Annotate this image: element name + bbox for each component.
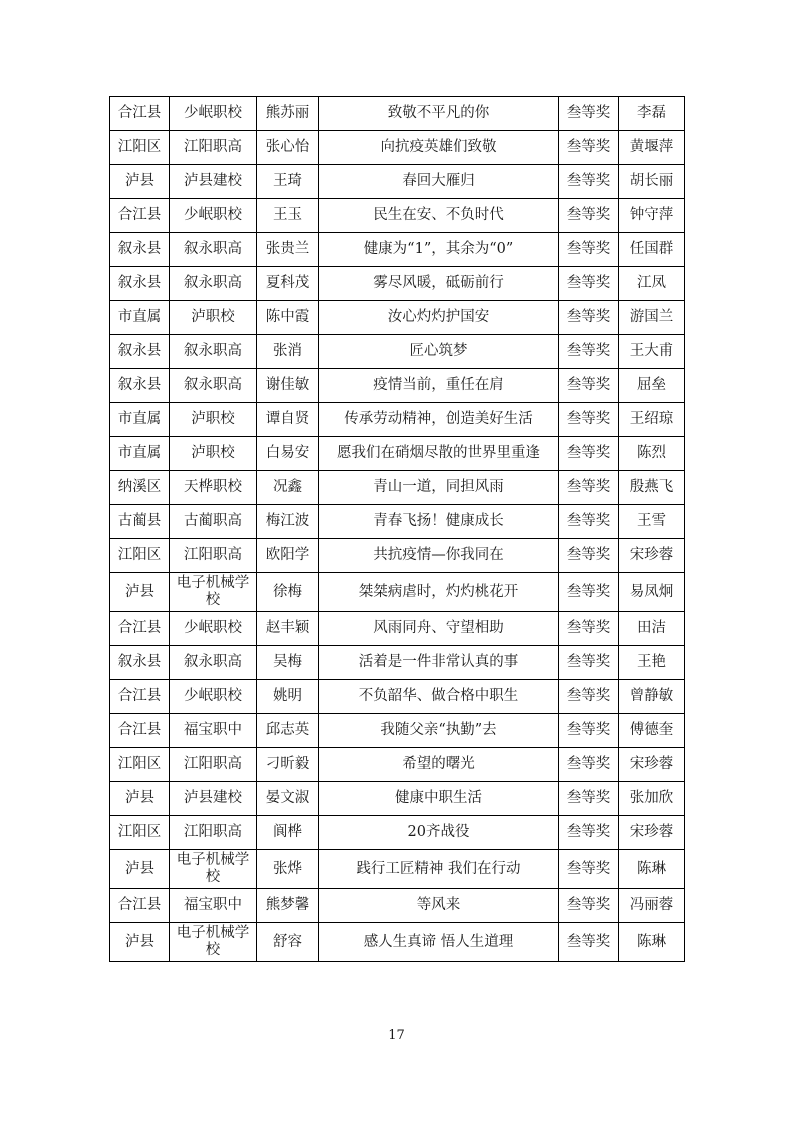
title-cell: 健康中职生活: [319, 782, 559, 816]
award-cell: 叁等奖: [559, 850, 619, 889]
school-cell: 古蔺职高: [170, 505, 257, 539]
student-cell: 王玉: [257, 199, 319, 233]
district-cell: 泸县: [110, 782, 170, 816]
teacher-cell: 曾静敏: [619, 680, 685, 714]
district-cell: 合江县: [110, 612, 170, 646]
teacher-cell: 李磊: [619, 97, 685, 131]
district-cell: 江阳区: [110, 816, 170, 850]
student-cell: 张心怡: [257, 131, 319, 165]
school-cell: 泸县建校: [170, 782, 257, 816]
school-cell: 叙永职高: [170, 369, 257, 403]
table-row: [110, 646, 685, 680]
student-cell: 白易安: [257, 437, 319, 471]
award-cell: 叁等奖: [559, 505, 619, 539]
school-cell: 电子机械学校: [170, 573, 257, 612]
student-cell: 欧阳学: [257, 539, 319, 573]
title-cell: 健康为“1”，其余为“0”: [319, 233, 559, 267]
school-cell: 少岷职校: [170, 199, 257, 233]
table-row: [110, 539, 685, 573]
title-cell: 践行工匠精神 我们在行动: [319, 850, 559, 889]
teacher-cell: 游国兰: [619, 301, 685, 335]
award-cell: 叁等奖: [559, 573, 619, 612]
title-cell: 不负韶华、做合格中职生: [319, 680, 559, 714]
teacher-cell: 陈琳: [619, 923, 685, 962]
school-cell: 泸职校: [170, 437, 257, 471]
award-cell: 叁等奖: [559, 714, 619, 748]
school-cell: 少岷职校: [170, 97, 257, 131]
teacher-cell: 冯丽蓉: [619, 889, 685, 923]
award-cell: 叁等奖: [559, 889, 619, 923]
district-cell: 市直属: [110, 301, 170, 335]
district-cell: 叙永县: [110, 335, 170, 369]
student-cell: 熊苏丽: [257, 97, 319, 131]
award-cell: 叁等奖: [559, 199, 619, 233]
student-cell: 张烨: [257, 850, 319, 889]
table-row: [110, 301, 685, 335]
district-cell: 纳溪区: [110, 471, 170, 505]
district-cell: 合江县: [110, 889, 170, 923]
school-cell: 叙永职高: [170, 233, 257, 267]
award-cell: 叁等奖: [559, 131, 619, 165]
title-cell: 我随父亲“执勤”去: [319, 714, 559, 748]
table-row: [110, 369, 685, 403]
title-cell: 感人生真谛 悟人生道理: [319, 923, 559, 962]
table-row: [110, 199, 685, 233]
title-cell: 风雨同舟、守望相助: [319, 612, 559, 646]
title-cell: 汝心灼灼护国安: [319, 301, 559, 335]
district-cell: 叙永县: [110, 646, 170, 680]
teacher-cell: 宋珍蓉: [619, 816, 685, 850]
school-cell: 福宝职中: [170, 889, 257, 923]
teacher-cell: 屈垒: [619, 369, 685, 403]
award-cell: 叁等奖: [559, 301, 619, 335]
teacher-cell: 胡长丽: [619, 165, 685, 199]
district-cell: 合江县: [110, 714, 170, 748]
district-cell: 江阳区: [110, 539, 170, 573]
teacher-cell: 钟守萍: [619, 199, 685, 233]
teacher-cell: 殷燕飞: [619, 471, 685, 505]
table-row: [110, 748, 685, 782]
student-cell: 舒容: [257, 923, 319, 962]
school-cell: 江阳职高: [170, 539, 257, 573]
district-cell: 合江县: [110, 199, 170, 233]
student-cell: 况鑫: [257, 471, 319, 505]
student-cell: 徐梅: [257, 573, 319, 612]
school-cell: 泸县建校: [170, 165, 257, 199]
school-cell: 江阳职高: [170, 748, 257, 782]
title-cell: 愿我们在硝烟尽散的世界里重逢: [319, 437, 559, 471]
district-cell: 叙永县: [110, 233, 170, 267]
school-cell: 少岷职校: [170, 612, 257, 646]
district-cell: 泸县: [110, 850, 170, 889]
student-cell: 谭自贤: [257, 403, 319, 437]
district-cell: 市直属: [110, 403, 170, 437]
school-cell: 江阳职高: [170, 816, 257, 850]
table-row: [110, 889, 685, 923]
award-cell: 叁等奖: [559, 403, 619, 437]
teacher-cell: 王绍琼: [619, 403, 685, 437]
table-row: [110, 612, 685, 646]
district-cell: 泸县: [110, 165, 170, 199]
school-cell: 叙永职高: [170, 267, 257, 301]
student-cell: 晏文淑: [257, 782, 319, 816]
teacher-cell: 王雪: [619, 505, 685, 539]
student-cell: 熊梦馨: [257, 889, 319, 923]
teacher-cell: 江凤: [619, 267, 685, 301]
title-cell: 向抗疫英雄们致敬: [319, 131, 559, 165]
student-cell: 谢佳敏: [257, 369, 319, 403]
table-row: [110, 437, 685, 471]
table-row: [110, 233, 685, 267]
table-row: [110, 714, 685, 748]
teacher-cell: 王艳: [619, 646, 685, 680]
district-cell: 古蔺县: [110, 505, 170, 539]
district-cell: 合江县: [110, 97, 170, 131]
title-cell: 青春飞扬！健康成长: [319, 505, 559, 539]
teacher-cell: 田洁: [619, 612, 685, 646]
table-row: [110, 680, 685, 714]
teacher-cell: 任国群: [619, 233, 685, 267]
title-cell: 匠心筑梦: [319, 335, 559, 369]
title-cell: 20齐战役: [319, 816, 559, 850]
award-cell: 叁等奖: [559, 539, 619, 573]
table-row: [110, 131, 685, 165]
table-row: [110, 816, 685, 850]
teacher-cell: 易凤炯: [619, 573, 685, 612]
table-row: [110, 403, 685, 437]
teacher-cell: 宋珍蓉: [619, 539, 685, 573]
table-row: [110, 505, 685, 539]
award-cell: 叁等奖: [559, 267, 619, 301]
award-cell: 叁等奖: [559, 923, 619, 962]
table-row: [110, 471, 685, 505]
school-cell: 电子机械学校: [170, 923, 257, 962]
student-cell: 赵丰颖: [257, 612, 319, 646]
student-cell: 张消: [257, 335, 319, 369]
district-cell: 江阳区: [110, 131, 170, 165]
student-cell: 张贵兰: [257, 233, 319, 267]
school-cell: 电子机械学校: [170, 850, 257, 889]
school-cell: 叙永职高: [170, 646, 257, 680]
award-cell: 叁等奖: [559, 369, 619, 403]
title-cell: 雾尽风暖，砥砺前行: [319, 267, 559, 301]
student-cell: 王琦: [257, 165, 319, 199]
award-cell: 叁等奖: [559, 748, 619, 782]
school-cell: 江阳职高: [170, 131, 257, 165]
student-cell: 梅江波: [257, 505, 319, 539]
award-cell: 叁等奖: [559, 165, 619, 199]
award-cell: 叁等奖: [559, 782, 619, 816]
district-cell: 叙永县: [110, 267, 170, 301]
table-row: [110, 335, 685, 369]
title-cell: 共抗疫情—你我同在: [319, 539, 559, 573]
district-cell: 叙永县: [110, 369, 170, 403]
award-cell: 叁等奖: [559, 680, 619, 714]
award-cell: 叁等奖: [559, 816, 619, 850]
table-row: [110, 573, 685, 612]
teacher-cell: 陈烈: [619, 437, 685, 471]
school-cell: 叙永职高: [170, 335, 257, 369]
student-cell: 夏科茂: [257, 267, 319, 301]
student-cell: 刁昕毅: [257, 748, 319, 782]
table-body: [110, 97, 685, 962]
title-cell: 传承劳动精神，创造美好生活: [319, 403, 559, 437]
table-row: [110, 850, 685, 889]
school-cell: 泸职校: [170, 301, 257, 335]
student-cell: 吴梅: [257, 646, 319, 680]
award-cell: 叁等奖: [559, 646, 619, 680]
teacher-cell: 陈琳: [619, 850, 685, 889]
teacher-cell: 傅德奎: [619, 714, 685, 748]
school-cell: 福宝职中: [170, 714, 257, 748]
table-row: [110, 782, 685, 816]
teacher-cell: 张加欣: [619, 782, 685, 816]
award-cell: 叁等奖: [559, 335, 619, 369]
title-cell: 民生在安、不负时代: [319, 199, 559, 233]
school-cell: 泸职校: [170, 403, 257, 437]
table-row: [110, 267, 685, 301]
title-cell: 活着是一件非常认真的事: [319, 646, 559, 680]
school-cell: 天桦职校: [170, 471, 257, 505]
school-cell: 少岷职校: [170, 680, 257, 714]
teacher-cell: 黄堰萍: [619, 131, 685, 165]
student-cell: 陈中霞: [257, 301, 319, 335]
district-cell: 江阳区: [110, 748, 170, 782]
teacher-cell: 宋珍蓉: [619, 748, 685, 782]
title-cell: 疫情当前，重任在肩: [319, 369, 559, 403]
award-cell: 叁等奖: [559, 233, 619, 267]
student-cell: 阆桦: [257, 816, 319, 850]
table-row: [110, 923, 685, 962]
award-cell: 叁等奖: [559, 437, 619, 471]
district-cell: 合江县: [110, 680, 170, 714]
title-cell: 等风来: [319, 889, 559, 923]
student-cell: 邱志英: [257, 714, 319, 748]
district-cell: 泸县: [110, 573, 170, 612]
table-row: [110, 97, 685, 131]
award-cell: 叁等奖: [559, 612, 619, 646]
award-table: [109, 96, 685, 962]
teacher-cell: 王大甫: [619, 335, 685, 369]
title-cell: 致敬不平凡的你: [319, 97, 559, 131]
title-cell: 青山一道，同担风雨: [319, 471, 559, 505]
award-cell: 叁等奖: [559, 97, 619, 131]
award-cell: 叁等奖: [559, 471, 619, 505]
district-cell: 泸县: [110, 923, 170, 962]
title-cell: 希望的曙光: [319, 748, 559, 782]
title-cell: 桀桀病虐时，灼灼桃花开: [319, 573, 559, 612]
table-row: [110, 165, 685, 199]
page-number: 17: [388, 1028, 405, 1043]
district-cell: 市直属: [110, 437, 170, 471]
student-cell: 姚明: [257, 680, 319, 714]
title-cell: 春回大雁归: [319, 165, 559, 199]
